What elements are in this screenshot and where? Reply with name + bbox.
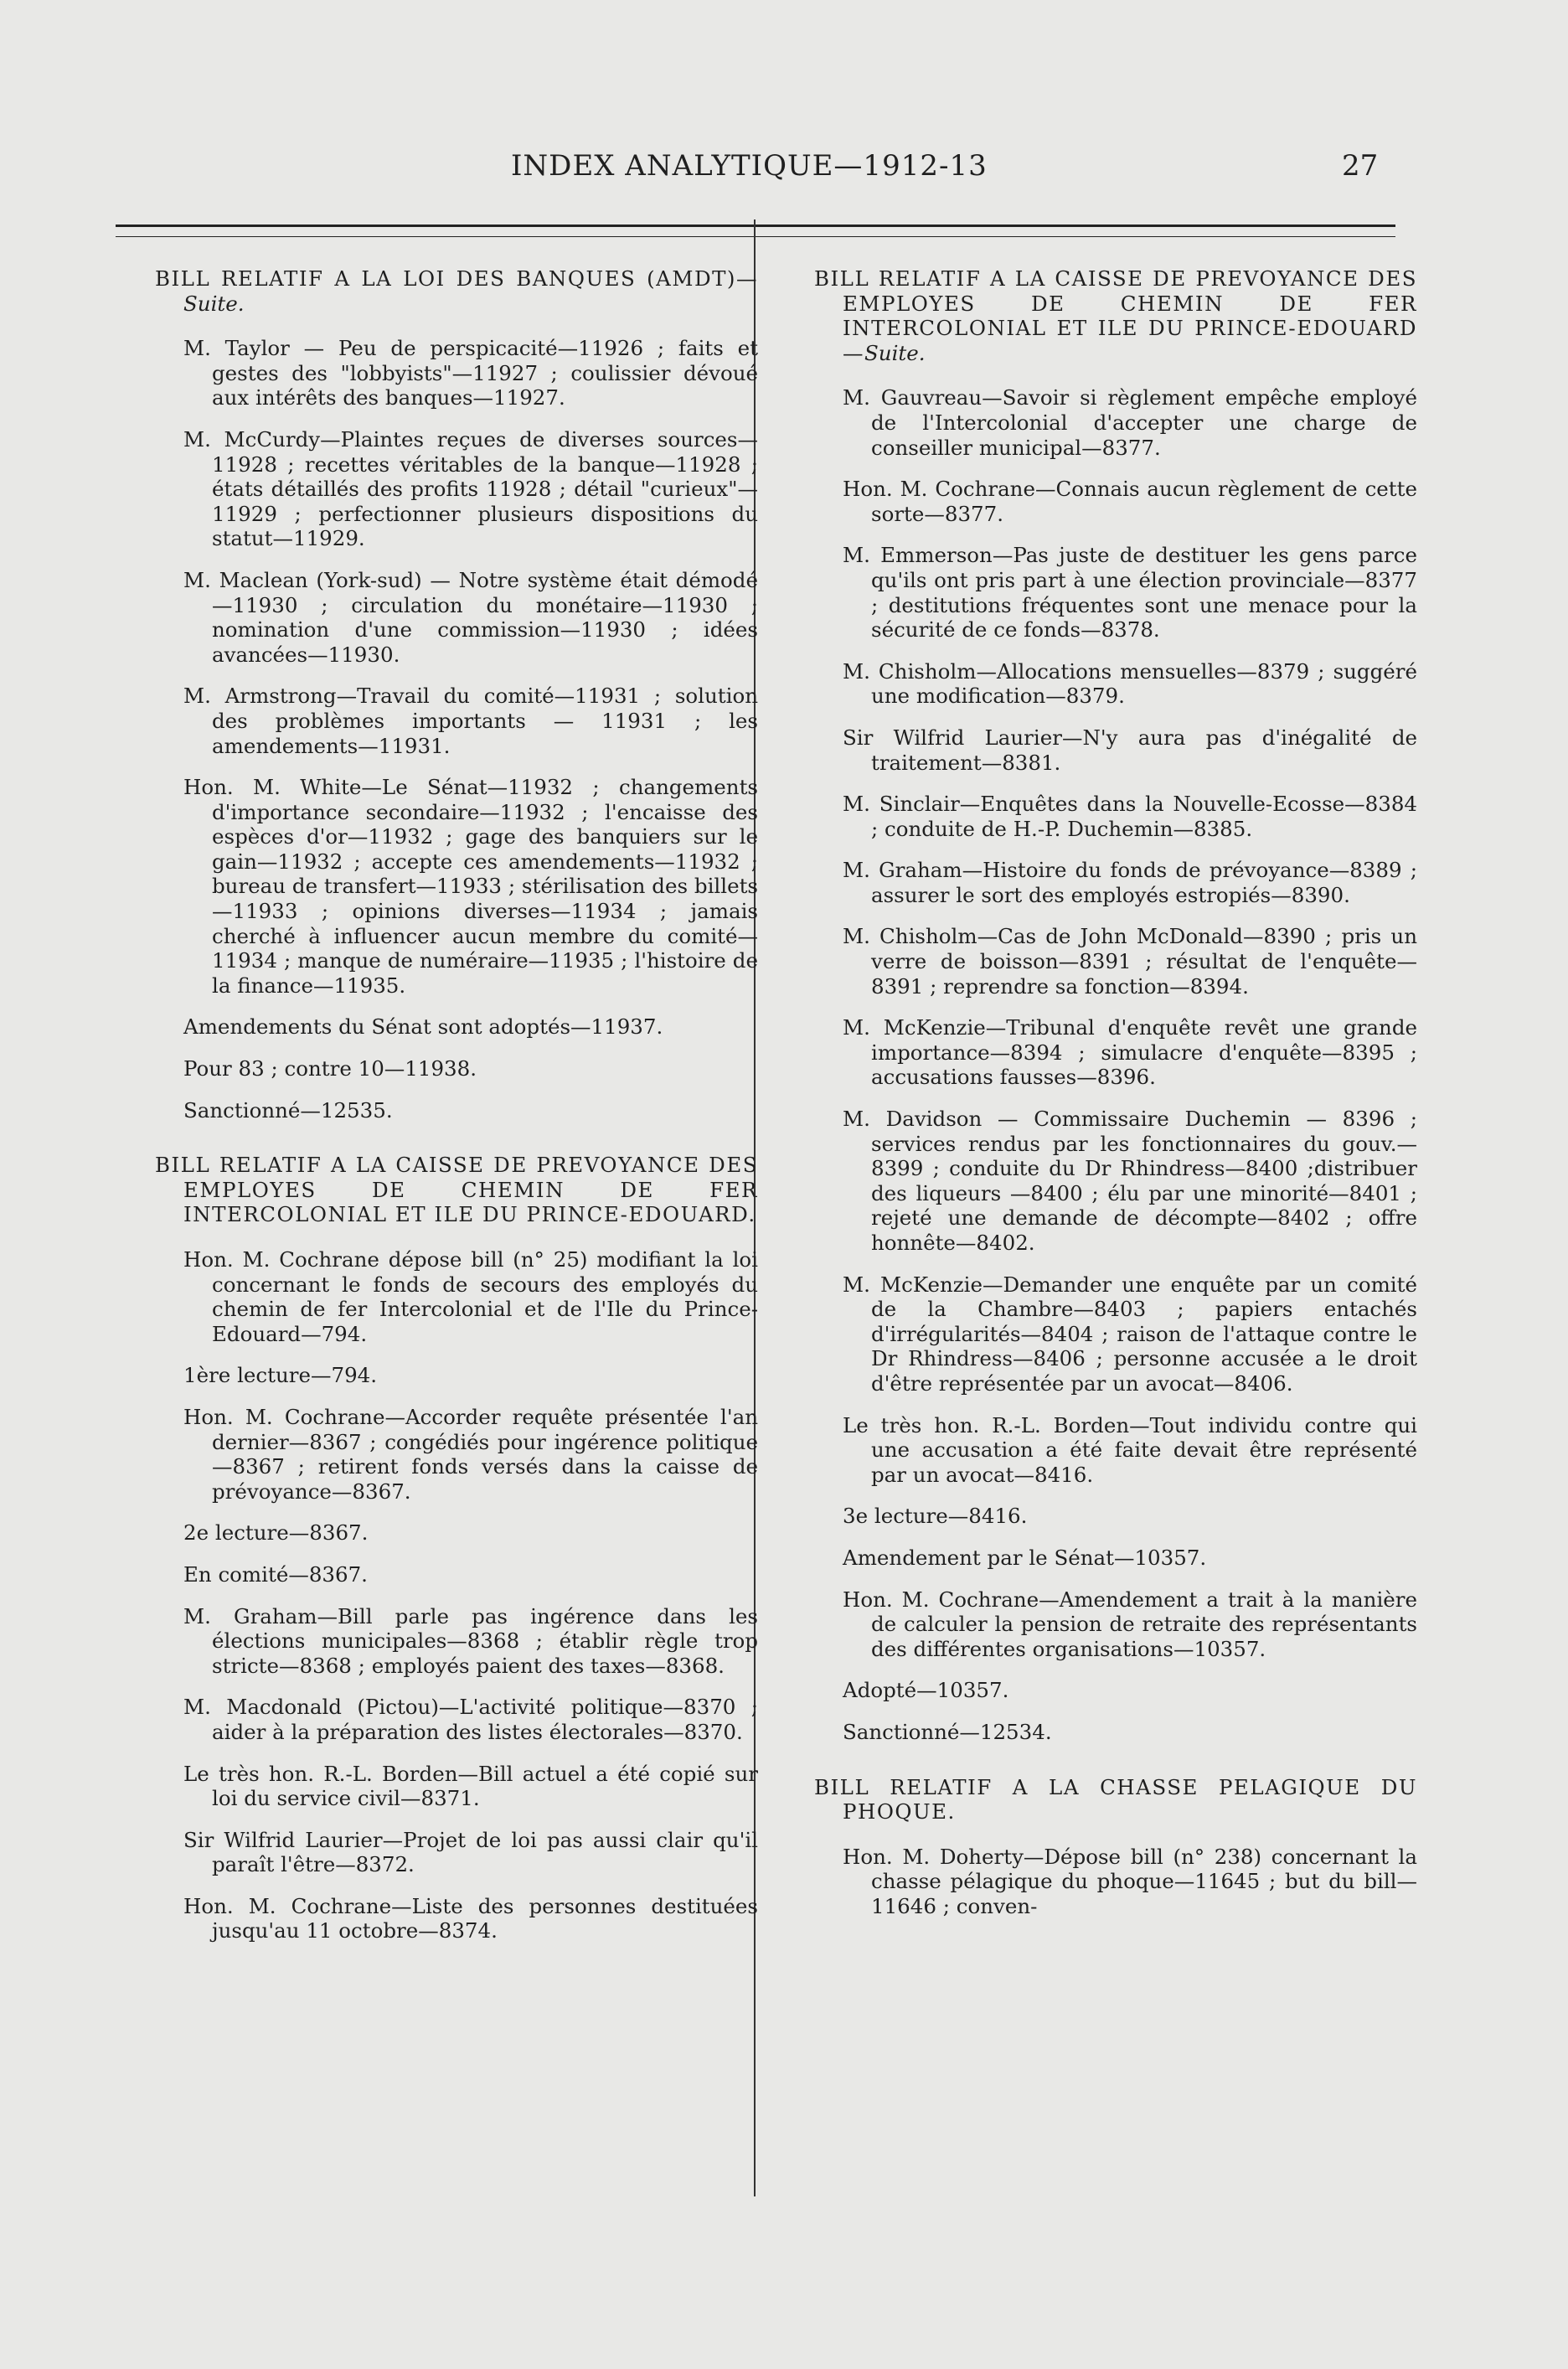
section-heading [155,1153,758,1227]
index-entry: Le très hon. R.-L. Borden—Tout individu contre qui une accusation a été faite devait être représenté par un avocat—8416. [843,1412,1417,1487]
index-entry: Hon. M. Cochrane—Liste des personnes destituées jusqu'au 11 octobre—8374. [183,1893,758,1943]
index-entry: M. Gauvreau—Savoir si règlement empêche employé de l'Intercolonial d'accepter une charge de conseiller municipal—8377. [843,385,1417,460]
header-rule [116,225,1395,227]
index-entry: Hon. M. Cochrane—Amendement a trait à la manière de calculer la pension de retraite des représentants des différentes organisations—10357. [843,1587,1417,1661]
index-entry: Hon. M. Cochrane dépose bill (n° 25) modifiant la loi concernant le fonds de secours des employés du chemin de fer Intercolonial et de l'Ile du Prince-Edouard—794. [183,1247,758,1346]
index-entry: 1ère lecture—794. [183,1363,378,1388]
right-column [814,266,1417,1935]
heading-suite: Suite. [183,291,245,316]
index-entry: M. Armstrong—Travail du comité—11931 ; solution des problèmes importants — 11931 ; les amendements—11931. [183,684,758,758]
index-entry: Sir Wilfrid Laurier—Projet de loi pas aussi clair qu'il paraît l'être—8372. [183,1827,758,1877]
section-heading [814,1775,1417,1824]
left-column [155,266,758,1960]
index-entry: Adopté—10357. [843,1678,1009,1703]
heading-text: BILL RELATIF A LA CAISSE DE PREVOYANCE DES EMPLOYES DE CHEMIN DE FER INTERCOLONIAL ET ILE DU PRINCE-EDOUARD. [155,1153,758,1227]
index-entry: En comité—8367. [183,1561,368,1587]
section-heading [814,266,1417,365]
index-entry: Sanctionné—12534. [843,1719,1052,1744]
index-entry: M. Chisholm—Allocations mensuelles—8379 ; suggéré une modification—8379. [843,658,1417,709]
index-entry: M. McCurdy—Plaintes reçues de diverses sources—11928 ; recettes véritables de la banque—11928 ; états détaillés des profits 11928 ; détail "curieux"—11929 ; perfectionner plusieurs dispositions du statut—11929. [183,426,758,551]
index-entry: M. Graham—Histoire du fonds de prévoyance—8389 ; assurer le sort des employés estropiés—8390. [843,858,1417,907]
index-entry: M. Emmerson—Pas juste de destituer les gens parce qu'ils ont pris part à une élection provinciale—8377 ; destitutions fréquentes sont une menace pour la sécurité de ce fonds—8378. [843,543,1417,643]
index-entry: Le très hon. R.-L. Borden—Bill actuel a été copié sur loi du service civil—8371. [183,1761,758,1811]
heading-text: BILL RELATIF A LA CAISSE DE PREVOYANCE DES EMPLOYES DE CHEMIN DE FER INTERCOLONIAL ET ILE DU PRINCE-EDOUARD— [814,266,1417,365]
index-entry: 2e lecture—8367. [183,1520,369,1546]
index-entry: Hon. M. Cochrane—Accorder requête présentée l'an dernier—8367 ; congédiés pour ingérence politique—8367 ; retirent fonds versés dans la caisse de prévoyance—8367. [183,1404,758,1504]
index-entry: Sanctionné—12535. [183,1097,393,1123]
page-number: 27 [1342,149,1379,183]
heading-suite: Suite. [864,340,926,365]
heading-text: BILL RELATIF A LA CHASSE PELAGIQUE DU PHOQUE. [814,1774,1417,1824]
index-entry: M. Taylor — Peu de perspicacité—11926 ; faits et gestes des "lobbyists"—11927 ; coulissier dévoué aux intérêts des banques—11927. [183,336,758,410]
index-entry: M. Davidson — Commissaire Duchemin — 8396 ; services rendus par les fonctionnaires du gouv.—8399 ; conduite du Dr Rhindress—8400 ;distribuer des liqueurs —8400 ; élu par une minorité—8401 ; rejeté une demande de décompte—8402 ; offre honnête—8402. [843,1107,1417,1255]
index-entry: Amendement par le Sénat—10357. [843,1545,1207,1570]
index-entry: Amendements du Sénat sont adoptés—11937. [183,1014,663,1040]
page-title: INDEX ANALYTIQUE—1912-13 [511,149,988,183]
index-entry: M. McKenzie—Demander une enquête par un comité de la Chambre—8403 ; papiers entachés d'irrégularités—8404 ; raison de l'attaque contre le Dr Rhindress—8406 ; personne accusée a le droit d'être représentée par un avocat—8406. [843,1272,1417,1396]
header-rule-thin [116,236,1395,237]
index-entry: M. Maclean (York-sud) — Notre système était démodé—11930 ; circulation du monétaire—11930 ; nomination d'une commission—11930 ; idées avancées—11930. [183,567,758,667]
index-entry: 3e lecture—8416. [843,1504,1028,1529]
index-entry: M. Macdonald (Pictou)—L'activité politique—8370 ; aider à la préparation des listes électorales—8370. [183,1695,758,1744]
index-entry: Sir Wilfrid Laurier—N'y aura pas d'inégalité de traitement—8381. [843,725,1417,775]
index-entry: M. Chisholm—Cas de John McDonald—8390 ; pris un verre de boisson—8391 ; résultat de l'enquête—8391 ; reprendre sa fonction—8394. [843,924,1417,999]
index-entry: Pour 83 ; contre 10—11938. [183,1056,477,1081]
index-entry: M. Sinclair—Enquêtes dans la Nouvelle-Ecosse—8384 ; conduite de H.-P. Duchemin—8385. [843,792,1417,841]
index-entry: M. Graham—Bill parle pas ingérence dans les élections municipales—8368 ; établir règle trop stricte—8368 ; employés paient des taxes—8368. [183,1603,758,1678]
index-entry: Hon. M. Cochrane—Connais aucun règlement de cette sorte—8377. [843,477,1417,526]
index-entry: Hon. M. Doherty—Dépose bill (n° 238) concernant la chasse pélagique du phoque—11645 ; but du bill—11646 ; conven- [843,1844,1417,1918]
index-entry: M. McKenzie—Tribunal d'enquête revêt une grande importance—8394 ; simulacre d'enquête—8395 ; accusations fausses—8396. [843,1015,1417,1090]
section-heading [155,266,758,316]
heading-text: BILL RELATIF A LA LOI DES BANQUES (AMDT)— [155,266,758,291]
page-header [0,149,1568,191]
index-entry: Hon. M. White—Le Sénat—11932 ; changements d'importance secondaire—11932 ; l'encaisse des espèces d'or—11932 ; gage des banquiers sur le gain—11932 ; accepte ces amendements—11932 ; bureau de transfert—11933 ; stérilisation des billets—11933 ; opinions diverses—11934 ; jamais cherché à influencer aucun membre du comité—11934 ; manque de numéraire—11935 ; l'histoire de la finance—11935. [183,775,758,998]
